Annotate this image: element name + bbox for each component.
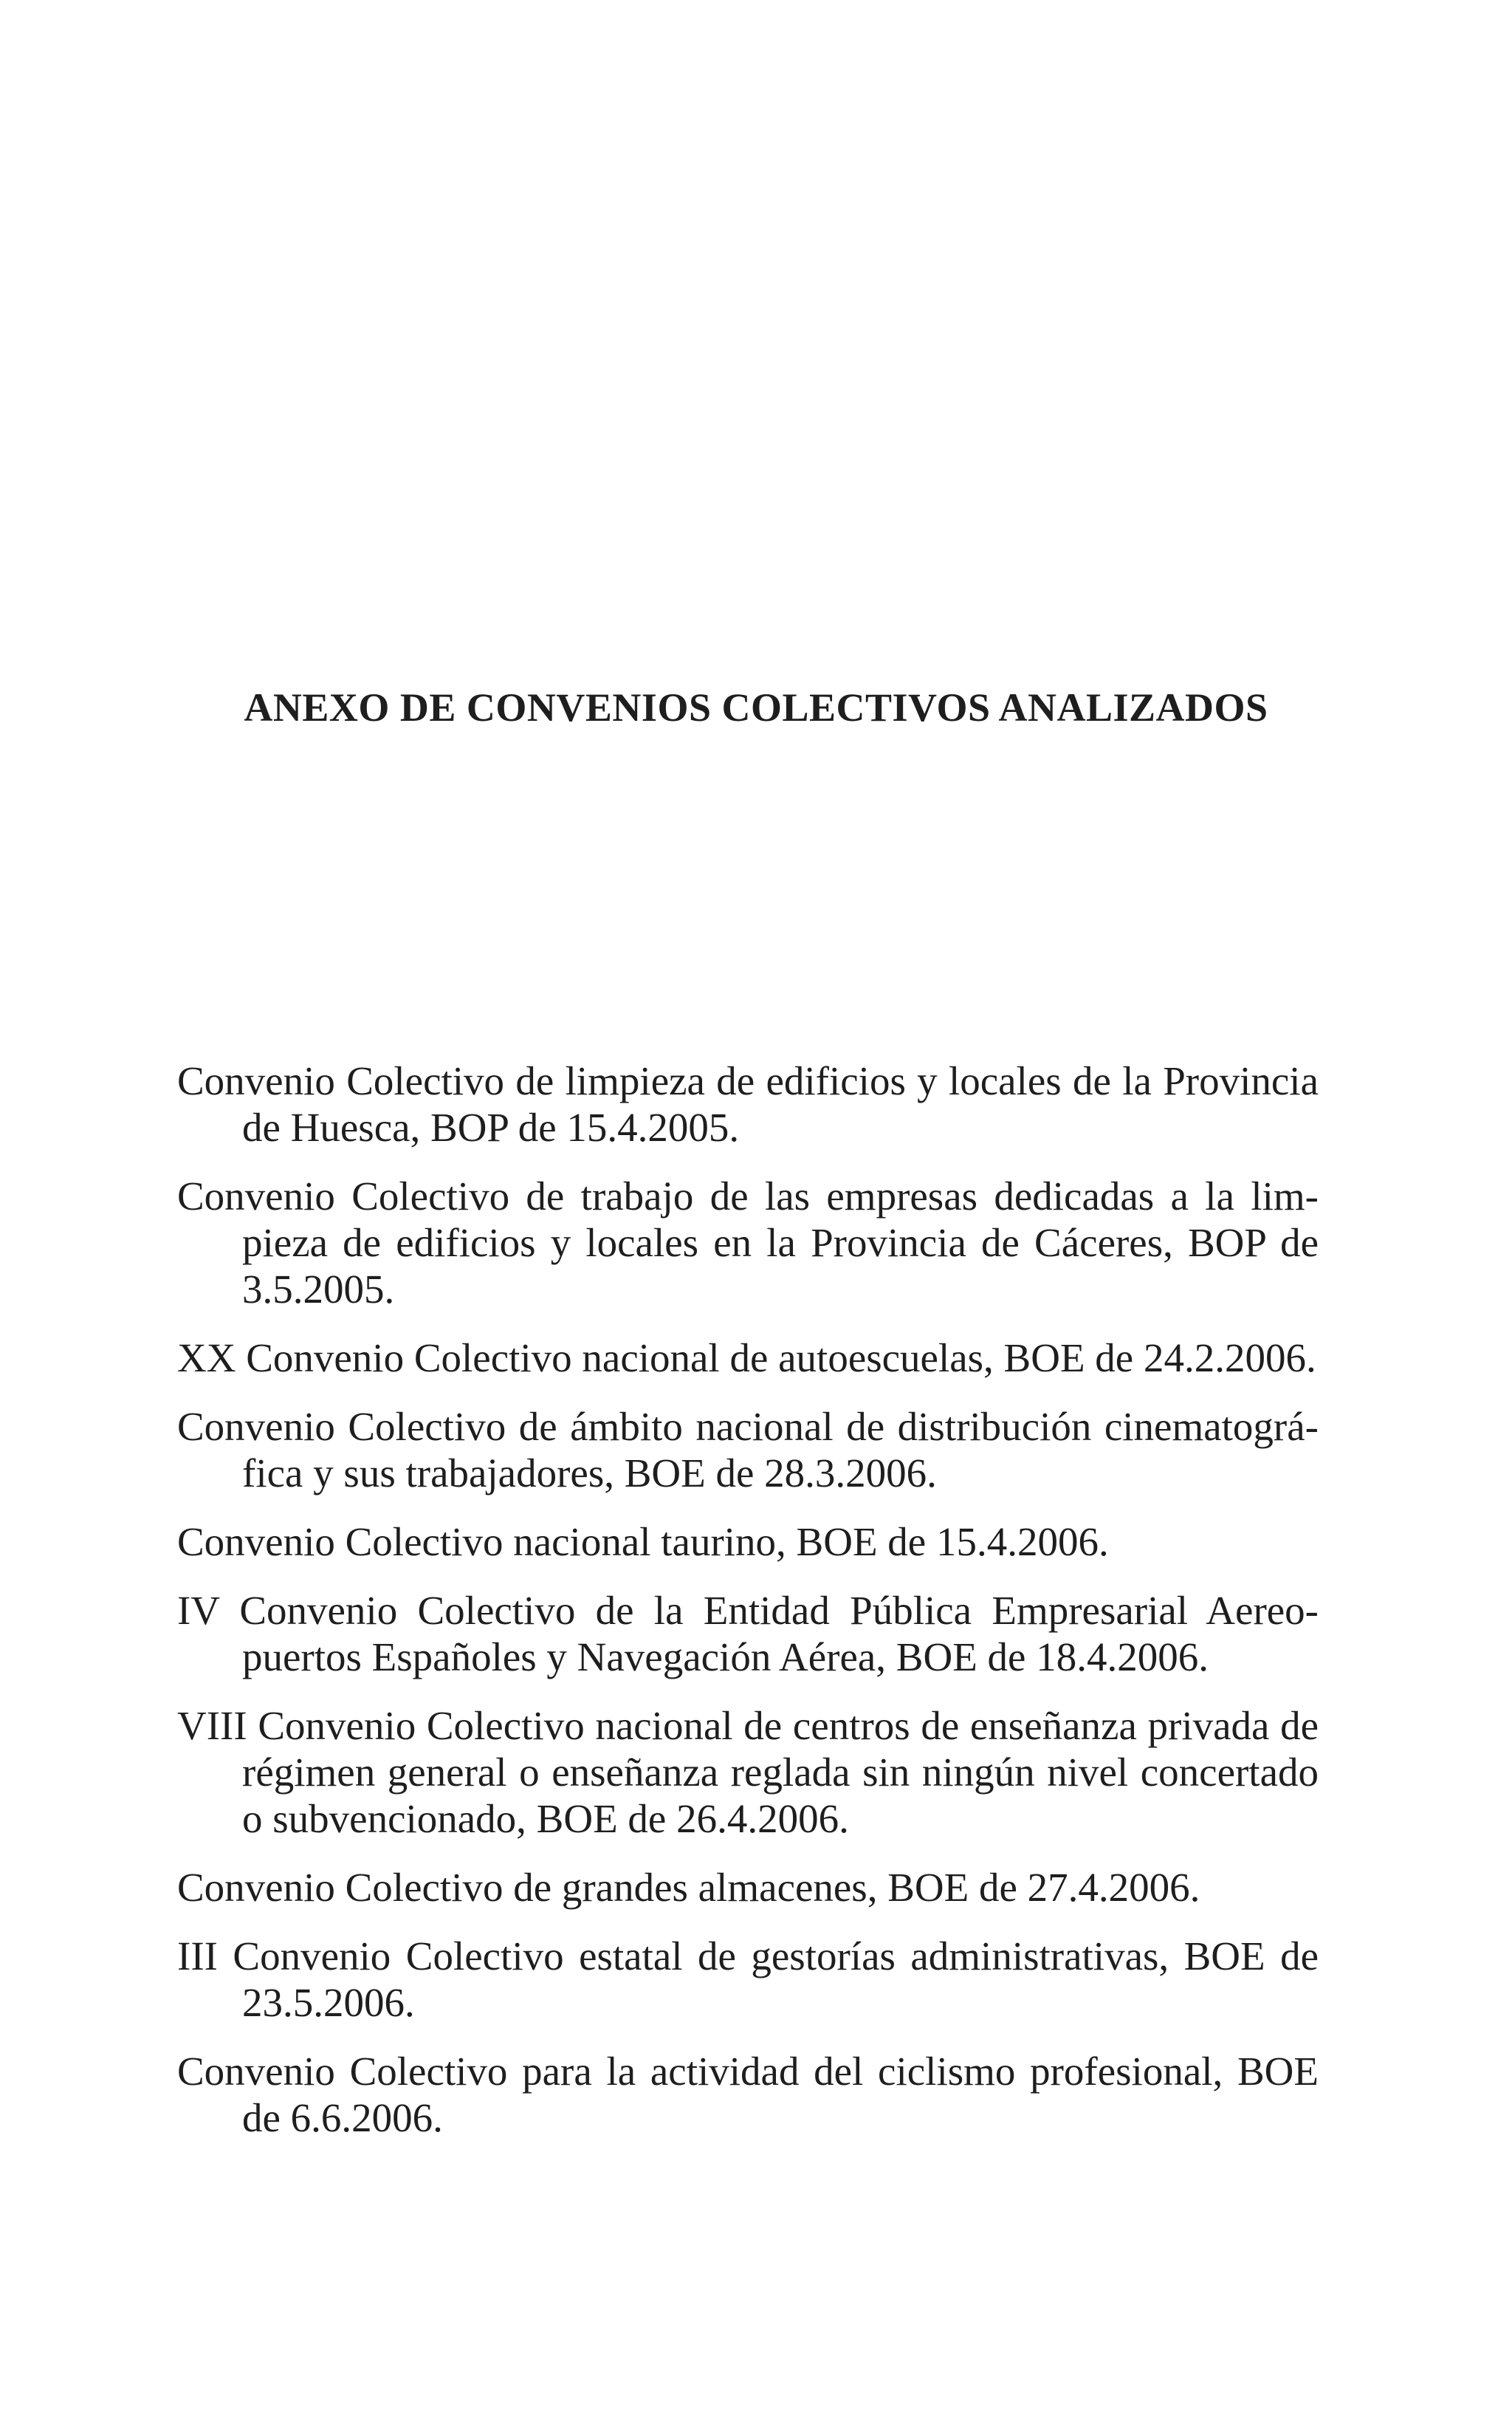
list-item: Convenio Colectivo para la actividad del ciclismo profesional, BOE de 6.6.2006. bbox=[177, 2049, 1319, 2140]
list-item: III Convenio Colectivo estatal de gestorías administrativas, BOE de 23.5.2006. bbox=[177, 1933, 1319, 2025]
list-item: IV Convenio Colectivo de la Entidad Pública Empresarial Aereopuertos Españoles y Navegación Aérea, BOE de 18.4.2006. bbox=[177, 1588, 1319, 1679]
convenios-list bbox=[177, 1058, 1319, 2163]
list-item: Convenio Colectivo nacional taurino, BOE de 15.4.2006. bbox=[177, 1519, 1109, 1564]
page-title: ANEXO DE CONVENIOS COLECTIVOS ANALIZADOS bbox=[244, 685, 1268, 730]
list-item: Convenio Colectivo de limpieza de edificios y locales de la Provincia de Huesca, BOP de 15.4.2005. bbox=[177, 1058, 1319, 1150]
list-item: XX Convenio Colectivo nacional de autoescuelas, BOE de 24.2.2006. bbox=[177, 1335, 1316, 1380]
list-item: Convenio Colectivo de ámbito nacional de distribución cinematográfica y sus trabajadores, BOE de 28.3.2006. bbox=[177, 1404, 1319, 1495]
list-item: Convenio Colectivo de grandes almacenes, BOE de 27.4.2006. bbox=[177, 1865, 1200, 1910]
list-item: VIII Convenio Colectivo nacional de centros de enseñanza privada de régimen general o enseñanza reglada sin ningún nivel concertado o subvencionado, BOE de 26.4.2006. bbox=[177, 1703, 1319, 1841]
list-item: Convenio Colectivo de trabajo de las empresas dedicadas a la limpieza de edificios y locales en la Provincia de Cáceres, BOP de 3.5.2005. bbox=[177, 1174, 1319, 1312]
